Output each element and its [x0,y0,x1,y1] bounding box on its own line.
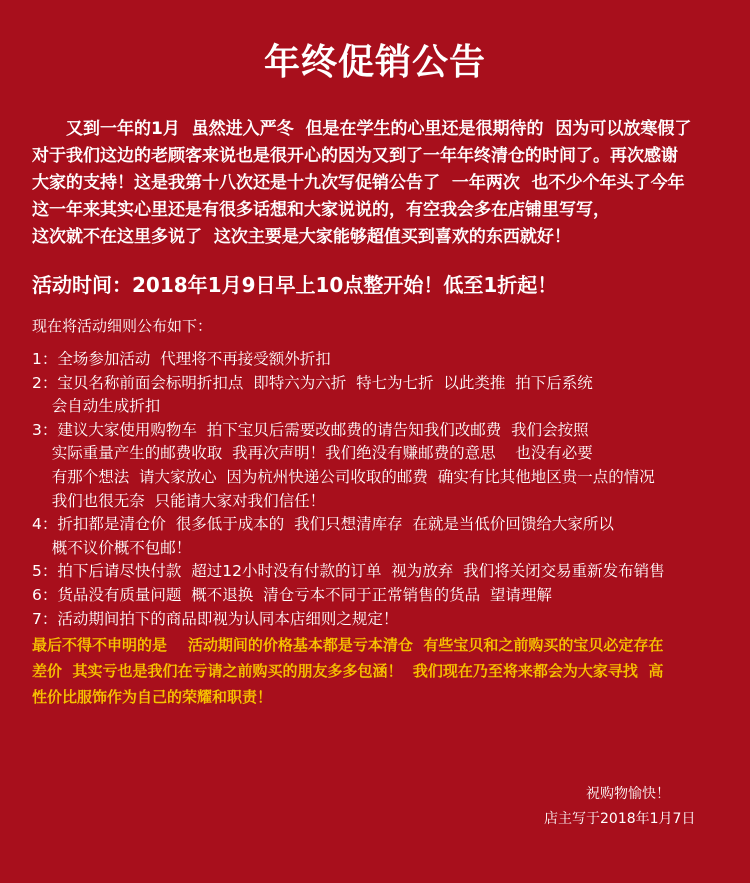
rule-line: 7：活动期间拍下的商品即视为认同本店细则之规定！ [32,609,399,628]
intro-line: 对于我们这边的老顾客来说也是很开心的因为又到了一年年终清仓的时间了。再次感谢 [32,146,678,166]
rule-line: 5：拍下后请尽快付款 超过12小时没有付款的订单 视为放弃 我们将关闭交易重新发布销售 [32,562,665,581]
rule-line: 概不议价概不包邮！ [32,538,192,557]
rules-list [32,348,722,631]
disclaimer-line: 性价比服饰作为自己的荣耀和职责！ [32,688,273,706]
rule-line: 4：折扣都是清仓价 很多低于成本的 我们只想清库存 在就是当低价回馈给大家所以 [32,515,614,534]
disclaimer-paragraph [32,632,732,710]
rule-line: 会自动生成折扣 [32,397,161,416]
intro-line: 这次就不在这里多说了 这次主要是大家能够超值买到喜欢的东西就好！ [32,227,571,247]
disclaimer-line: 最后不得不申明的是 活动期间的价格基本都是亏本清仓 有些宝贝和之前购买的宝贝必定存在 [32,636,664,654]
rule-line: 3：建议大家使用购物车 拍下宝贝后需要改邮费的请告知我们改邮费 我们会按照 [32,420,589,439]
rule-line: 有那个想法 请大家放心 因为杭州快递公司收取的邮费 确实有比其他地区贵一点的情况 [32,467,655,486]
intro-line: 大家的支持！这是我第十八次还是十九次写促销公告了 一年两次 也不少个年头了今年 [32,173,685,193]
owner-signature: 店主写于2018年1月7日 [544,811,696,827]
intro-line: 又到一年的1月 虽然进入严冬 但是在学生的心里还是很期待的 因为可以放寒假了 [66,119,692,139]
rule-line: 6：货品没有质量问题 概不退换 清仓亏本不同于正常销售的货品 望请理解 [32,585,552,604]
page-title: 年终促销公告 [263,42,486,83]
rules-intro: 现在将活动细则公布如下： [32,317,213,335]
rule-line: 1：全场参加活动 代理将不再接受额外折扣 [32,350,331,368]
intro-line: 这一年来其实心里还是有很多话想和大家说说的，有空我会多在店铺里写写， [32,200,610,220]
signoff: 祝购物愉快！ [586,786,670,802]
disclaimer-line: 差价 其实亏也是我们在亏请之前购买的朋友多多包涵！ 我们现在乃至将来都会为大家寻找 高 [32,662,664,680]
rule-line: 实际重量产生的邮费收取 我再次声明！我们绝没有赚邮费的意思 也没有必要 [32,444,593,463]
activity-time-heading: 活动时间：2018年1月9日早上10点整开始！低至1折起！ [32,273,558,297]
intro-paragraph [32,116,722,251]
rule-line: 2：宝贝名称前面会标明折扣点 即特六为六折 特七为七折 以此类推 拍下后系统 [32,373,593,392]
rule-line: 我们也很无奈 只能请大家对我们信任！ [32,491,326,510]
